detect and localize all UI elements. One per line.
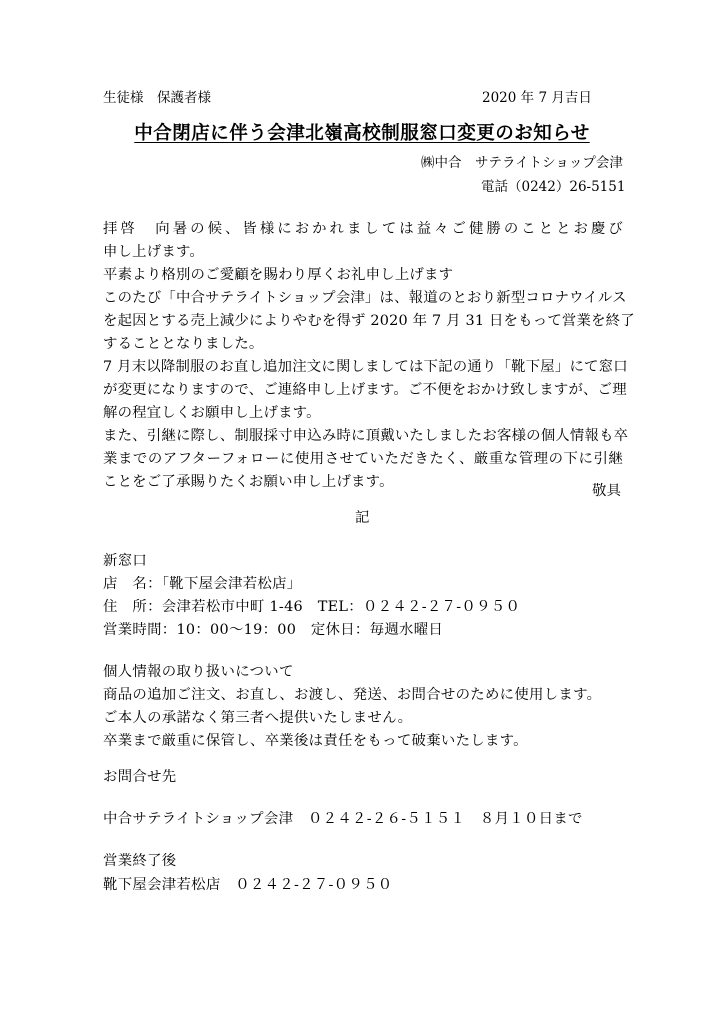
new-window-hours: 営業時間：10：00～19：00 定休日：毎週水曜日 bbox=[103, 622, 444, 638]
body-line: 平素より格別のご愛顧を賜わり厚くお礼申し上げます bbox=[103, 267, 454, 283]
closing-keigu: 敬具 bbox=[592, 483, 622, 499]
body-line: 7 月末以降制服のお直し追加注文に関しましては下記の通り「靴下屋」にて窓口 bbox=[103, 359, 628, 375]
privacy-line: 卒業まで厳重に保管し、卒業後は責任をもって破棄いたします。 bbox=[103, 733, 528, 749]
privacy-line: ご本人の承諾なく第三者へ提供いたしません。 bbox=[103, 710, 413, 726]
contact-line-satellite: 中合サテライトショップ会津 ０２４２-２６-５１５１ ８月１０日まで bbox=[103, 811, 583, 827]
recipients-label: 生徒様 保護者様 bbox=[103, 90, 211, 106]
letter-date: 2020 年 7 月吉日 bbox=[482, 90, 592, 106]
body-line: 申し上げます。 bbox=[103, 244, 204, 260]
sender-company: ㈱中合 サテライトショップ会津 bbox=[421, 155, 623, 171]
contact-heading: お問合せ先 bbox=[103, 769, 177, 785]
body-line: また、引継に際し、制服採寸申込み時に頂戴いたしましたお客様の個人情報も卒 bbox=[103, 428, 629, 444]
body-line: を起因とする売上減少によりやむを得ず 2020 年 7 月 31 日をもって営業を終了 bbox=[103, 313, 635, 329]
contact-after-heading: 営業終了後 bbox=[103, 853, 177, 869]
privacy-line: 商品の追加ご注文、お直し、お渡し、発送、お問合せのために使用します。 bbox=[103, 687, 602, 703]
body-line: このたび「中合サテライトショップ会津」は、報道のとおり新型コロナウイルス bbox=[103, 290, 627, 306]
new-window-store: 店 名：「靴下屋会津若松店」 bbox=[103, 576, 302, 592]
ki-marker: 記 bbox=[355, 510, 370, 526]
body-line: することとなりました。 bbox=[103, 336, 264, 352]
new-window-address: 住 所：会津若松市中町 1-46 TEL：０２４２-２７-０９５０ bbox=[103, 599, 521, 615]
page-title: 中合閉店に伴う会津北嶺高校制服窓口変更のお知らせ bbox=[134, 123, 590, 144]
privacy-heading: 個人情報の取り扱いについて bbox=[103, 664, 294, 680]
sender-phone: 電話（0242）26-5151 bbox=[481, 179, 626, 195]
body-line: 業までのアフターフォローに使用させていただきたく、厳重な管理の下に引継 bbox=[103, 451, 623, 467]
new-window-heading: 新窓口 bbox=[103, 553, 148, 569]
body-line: 拝啓 向暑の候、皆様におかれましては益々ご健勝のこととお慶び bbox=[103, 221, 623, 237]
contact-line-kutsushitaya: 靴下屋会津若松店 ０２４２-２７-０９５０ bbox=[103, 877, 393, 893]
body-line: ことをご了承賜りたくお願い申し上げます。 bbox=[103, 474, 394, 490]
body-line: が変更になりますので、ご連絡申し上げます。ご不便をおかけ致しますが、ご理 bbox=[103, 382, 627, 398]
body-line: 解の程宜しくお願申し上げます。 bbox=[103, 405, 321, 421]
